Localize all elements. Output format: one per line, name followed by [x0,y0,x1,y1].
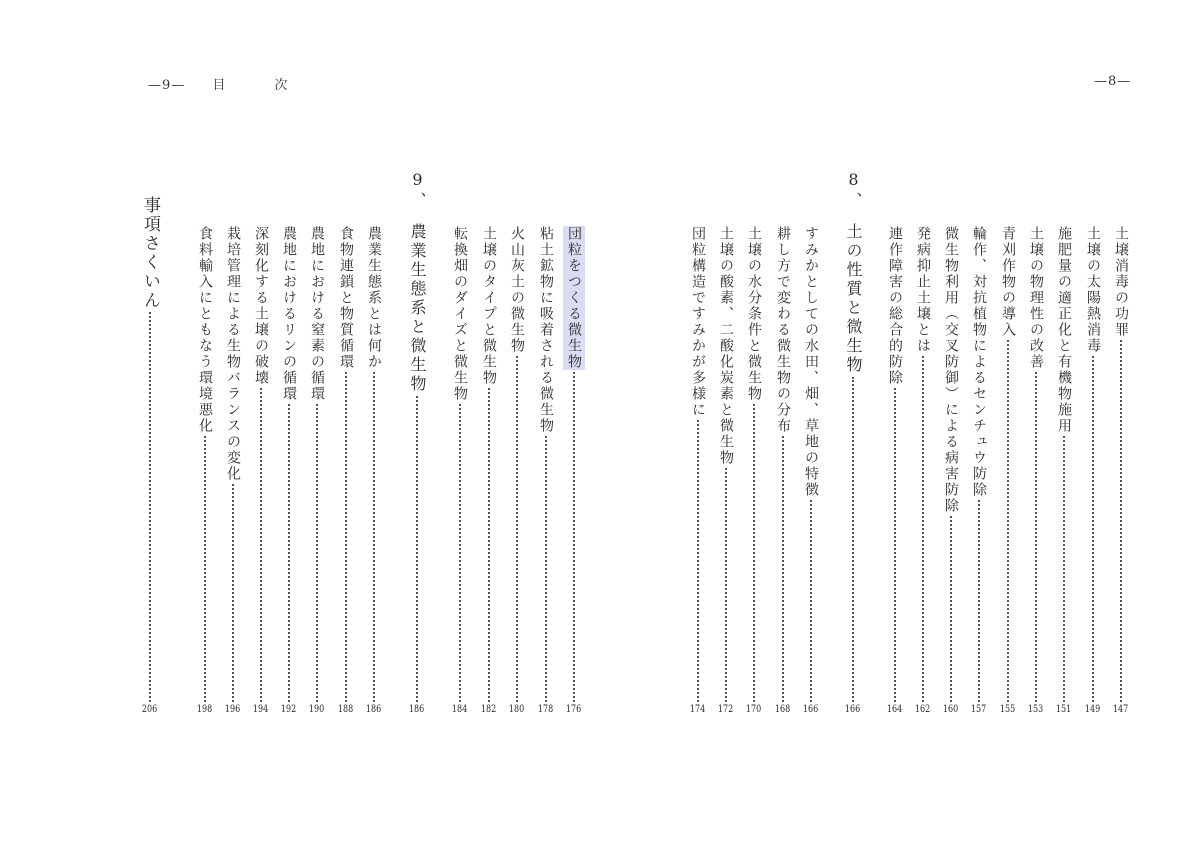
toc-entry [222,226,244,716]
toc-entry-page: 196 [225,704,241,715]
toc-entry-label: 土壌消毒の功罪 [1113,226,1129,338]
toc-entry-label: 食物連鎖と物質循環 [338,226,354,370]
toc-entry [687,226,709,716]
toc-entry-label: 農地における窒素の循環 [309,226,325,402]
dot-leader [922,356,924,702]
dot-leader [260,388,262,702]
toc-entry-label: 微生物利用（交叉防御）による病害防除 [943,226,959,514]
toc-entry-page: 149 [1085,704,1101,715]
toc-entry-page: 164 [887,704,903,715]
right-page-header [1094,74,1131,89]
chapter-number: 8、 [844,170,863,211]
dot-leader [852,377,854,702]
dot-leader [573,372,575,702]
dot-leader [950,516,952,702]
chapter-9-heading [406,170,428,716]
toc-entry-page: 151 [1056,704,1072,715]
dot-leader [204,436,206,702]
toc-entry [1110,226,1132,716]
left-page-number: —9— [148,78,186,93]
toc-entry-page: 172 [718,704,734,715]
toc-entry [800,226,822,716]
toc-entry-label: 農業生態系とは何か [366,226,382,370]
dot-leader [459,404,461,702]
toc-entry-page: 184 [452,704,468,715]
toc-entry-page: 198 [197,704,213,715]
toc-entry-page: 174 [690,704,706,715]
left-page-header [148,74,305,93]
toc-entry-label: 粘土鉱物に吸着される微生物 [538,226,554,434]
toc-entry-page: 186 [366,704,382,715]
toc-entry-label: 連作障害の総合的防除 [887,226,903,386]
dot-leader [149,312,151,702]
toc-entry [1053,226,1075,716]
dot-leader [516,356,518,702]
dot-leader [488,388,490,702]
toc-entry-page: 147 [1113,704,1129,715]
toc-entry-page: 182 [481,704,497,715]
index-entry [139,196,161,716]
chapter-title: 農業生態系と微生物 [408,223,427,394]
toc-entry [884,226,906,716]
chapter-title: 土の性質と微生物 [844,223,863,375]
toc-entry-label: 土壌の物理性の改善 [1028,226,1044,370]
toc-entry-label: 団粒構造ですみかが多様に [690,226,706,418]
toc-entry [250,226,272,716]
toc-entry [535,226,557,716]
toc-entry-page: 166 [803,704,819,715]
toc-entry [194,226,216,716]
toc-entry-label: 土壌の水分条件と微生物 [746,226,762,402]
toc-entry-page: 180 [509,704,525,715]
dot-leader [894,388,896,702]
toc-entry-label: 輪作、対抗植物によるセンチュウ防除 [971,226,987,498]
toc-entry-page: 162 [915,704,931,715]
chapter-number: 9、 [408,170,427,211]
toc-entry [278,226,300,716]
toc-entry-label: 土壌のタイプと微生物 [481,226,497,386]
chapter-8-heading [842,170,864,716]
dot-leader [810,500,812,702]
toc-entry-label: 土壌の酸素、二酸化炭素と微生物 [718,226,734,466]
toc-entry-label: 土壌の太陽熱消毒 [1085,226,1101,354]
toc-entry [997,226,1019,716]
right-page-number: —8— [1094,74,1132,89]
toc-entry [940,226,962,716]
right-page [600,0,1200,852]
toc-entry-label: 団粒をつくる微生物 [563,226,585,370]
chapter-page: 186 [409,704,425,715]
dot-leader [316,404,318,702]
dot-leader [345,372,347,702]
toc-entry [1025,226,1047,716]
toc-entry [563,226,585,716]
toc-entry-page: 170 [746,704,762,715]
toc-entry-label: 火山灰土の微生物 [509,226,525,354]
toc-entry-page: 188 [338,704,354,715]
toc-entry-label: 深刻化する土壌の破壊 [253,226,269,386]
toc-entry-label: 栽培管理による生物バランスの変化 [225,226,241,482]
toc-entry [335,226,357,716]
toc-entry [968,226,990,716]
dot-leader [1007,340,1009,702]
toc-entry-page: 155 [1000,704,1016,715]
dot-leader [1063,436,1065,702]
toc-entry [449,226,471,716]
toc-entry-page: 190 [309,704,325,715]
toc-entry [1082,226,1104,716]
dot-leader [288,404,290,702]
dot-leader [416,396,418,702]
index-page: 206 [142,704,158,715]
dot-leader [697,420,699,702]
toc-entry-label: 発病抑止土壌とは [915,226,931,354]
dot-leader [1035,372,1037,702]
dot-leader [725,468,727,702]
dot-leader [1092,356,1094,702]
toc-entry-label: 転換畑のダイズと微生物 [452,226,468,402]
toc-entry [478,226,500,716]
dot-leader [232,484,234,702]
toc-entry [715,226,737,716]
dot-leader [753,404,755,702]
toc-entry [912,226,934,716]
toc-entry-label: 食料輸入にともなう環境悪化 [197,226,213,434]
dot-leader [1120,340,1122,702]
toc-entry-page: 157 [971,704,987,715]
toc-entry-page: 153 [1028,704,1044,715]
toc-entry [363,226,385,716]
chapter-page: 166 [845,704,861,715]
toc-entry-page: 194 [253,704,269,715]
toc-entry [743,226,765,716]
toc-entry [772,226,794,716]
toc-title: 目 次 [212,78,306,93]
toc-entry-label: 農地におけるリンの循環 [281,226,297,402]
toc-entry-label: 耕し方で変わる微生物の分布 [775,226,791,434]
toc-entry-label: すみかとしての水田、畑、草地の特徴 [803,226,819,498]
dot-leader [782,436,784,702]
dot-leader [545,436,547,702]
dot-leader [978,500,980,702]
toc-entry-label: 施肥量の適正化と有機物施用 [1056,226,1072,434]
toc-entry [506,226,528,716]
toc-entry [306,226,328,716]
toc-entry-label: 青刈作物の導入 [1000,226,1016,338]
toc-entry-page: 178 [538,704,554,715]
dot-leader [373,372,375,702]
toc-entry-page: 176 [566,704,582,715]
toc-entry-page: 160 [943,704,959,715]
toc-entry-page: 168 [775,704,791,715]
index-label: 事項さくいん [140,196,160,310]
toc-entry-page: 192 [281,704,297,715]
